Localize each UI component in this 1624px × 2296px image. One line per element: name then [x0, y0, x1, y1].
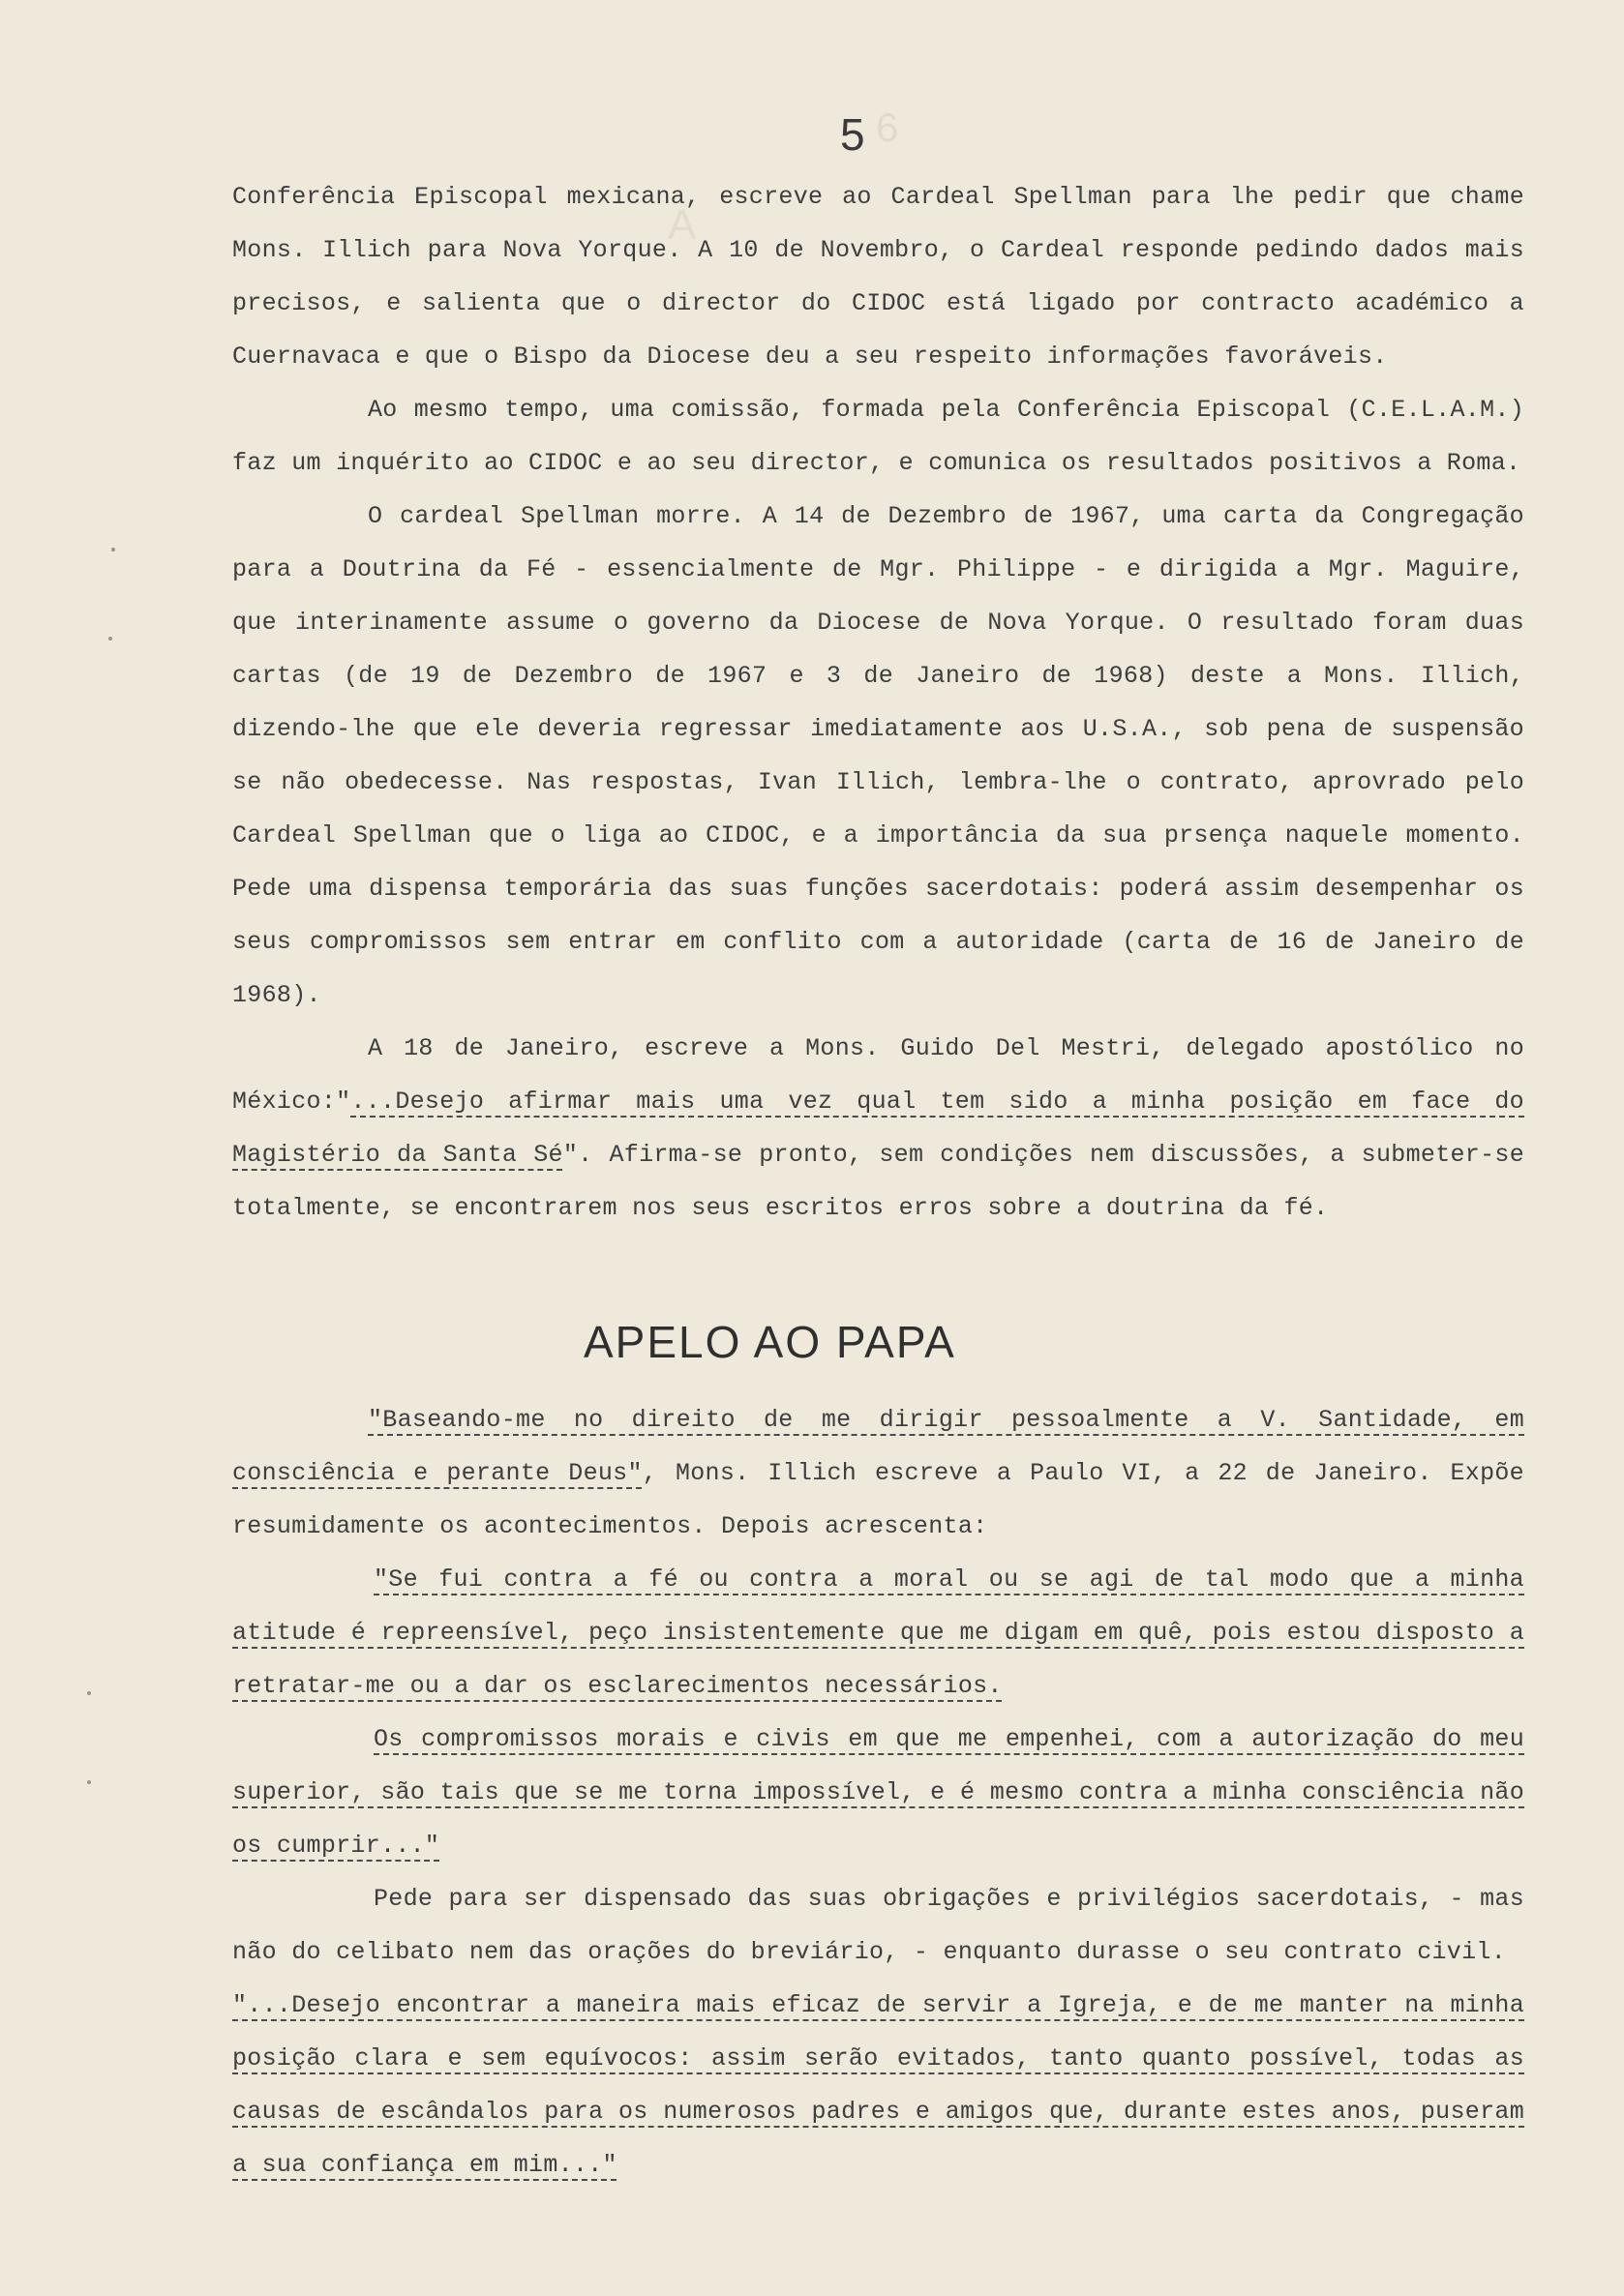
quote-commitments-text: Os compromissos morais e civis em que me empenhei, com a autorização do meu superior, são tais que se me torna impossível, e é mesmo contra a minha consciência não os cumprir...": [232, 1725, 1524, 1860]
paragraph-del-mestri: [232, 1022, 1524, 1235]
paper-speck: [87, 1691, 91, 1695]
paragraph-cardinal-spellman: Conferência Episcopal mexicana, escreve ao Cardeal Spellman para lhe pedir que chame Mons. Illich para Nova Yorque. A 10 de Novembro, o Cardeal responde pedindo dados mais precisos, e salienta que o director do CIDOC está ligado por contracto académico a Cuernavaca e que o Bispo da Diocese deu a seu respeito informações favoráveis.: [232, 183, 1524, 371]
del-mestri-end: ". Afirma-se pronto, sem condições nem discussões, a submeter-se totalmente, se encontrarem nos seus escritos erros sobre a doutrina da fé.: [232, 1141, 1525, 1222]
paragraph-celam-inquiry: Ao mesmo tempo, uma comissão, formada pela Conferência Episcopal (C.E.L.A.M.) faz um inquérito ao CIDOC e ao seu director, e comunica os resultados positivos a Roma.: [232, 396, 1524, 477]
section-2-text: [232, 1393, 1524, 2192]
paper-speck: [111, 548, 115, 552]
paragraph-congregation-letter: O cardeal Spellman morre. A 14 de Dezembro de 1967, uma carta da Congregação para a Doutrina da Fé - essencialmente de Mgr. Philippe - e dirigida a Mgr. Maguire, que interinamente assume o governo da Diocese de Nova Yorque. O resultado foram duas cartas (de 19 de Dezembro de 1967 e 3 de Janeiro de 1968) deste a Mons. Illich, dizendo-lhe que ele deveria regressar imediatamente aos U.S.A., sob pena de suspensão se não obedecesse. Nas respostas, Ivan Illich, lembra-lhe o contrato, aprovrado pelo Cardeal Spellman que o liga ao CIDOC, e a importância da sua prsença naquele momento. Pede uma dispensa temporária das suas funções sacerdotais: poderá assim desempenhar os seus compromissos sem entrar em conflito com a autoridade (carta de 16 de Janeiro de 1968).: [232, 502, 1524, 1009]
quote-retract-text: "Se fui contra a fé ou contra a moral ou se agi de tal modo que a minha atitude é repreensível, peço insistentemente que me digam em quê, pois estou disposto a retratar-me ou a dar os esclarecimentos necessários.: [232, 1565, 1524, 1700]
quote-retract: [232, 1553, 1524, 1713]
paragraph-dispensation: Pede para ser dispensado das suas obrigações e privilégios sacerdotais, - mas não do celibato nem das orações do breviário, - enquanto durasse o seu contrato civil.: [232, 1885, 1524, 1966]
paper-speck: [87, 1780, 91, 1784]
pope-letter-rest: , Mons. Illich escreve a Paulo VI, a 22 de Janeiro. Expõe resumidamente os acontecimentos. Depois acrescenta:: [232, 1459, 1524, 1540]
pope-letter-quote: "Baseando-me no direito de me dirigir pessoalmente a V. Santidade, em consciência e perante Deus": [232, 1406, 1524, 1487]
page-number: 5: [840, 109, 865, 160]
section-title: APELO AO PAPA: [584, 1317, 956, 1367]
quote-commitments: [232, 1713, 1524, 1872]
quote-serve-church: [232, 1979, 1524, 2192]
quote-serve-church-text: "...Desejo encontrar a maneira mais eficaz de servir a Igreja, e de me manter na minha posição clara e sem equívocos: assim serão evitados, tanto quanto possível, todas as causas de escândalos para os numerosos padres e amigos que, durante estes anos, puseram a sua confiança em mim...": [232, 1991, 1524, 2179]
section-1-text: [232, 170, 1524, 1235]
paragraph-letter-to-pope: [232, 1393, 1524, 1553]
del-mestri-intro: A 18 de Janeiro, escreve a Mons. Guido Del Mestri, delegado apostólico no México:": [232, 1034, 1524, 1116]
bleed-through-heading: A: [668, 201, 697, 249]
del-mestri-quote: ...Desejo afirmar mais uma vez qual tem sido a minha posição em face do Magistério da Santa Sé: [232, 1088, 1524, 1169]
bleed-through-page-number: 6: [876, 104, 899, 150]
paper-speck: [108, 637, 112, 641]
bleed-through-shadow: [194, 290, 207, 343]
